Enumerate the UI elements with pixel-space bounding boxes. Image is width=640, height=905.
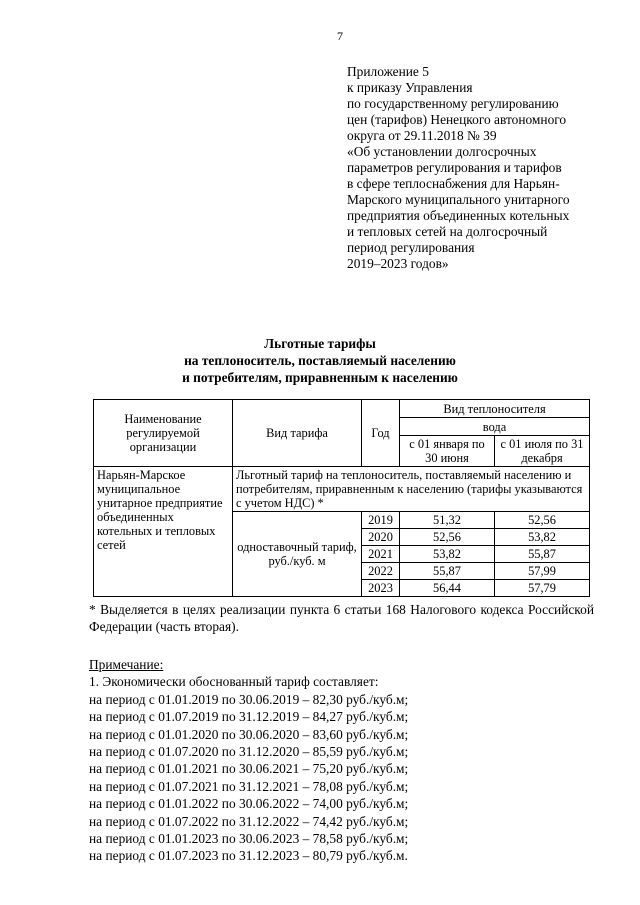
- tariff-name: одноставочный тариф, руб./куб. м: [233, 512, 362, 597]
- appendix-line: в сфере теплоснабжения для Нарьян-: [347, 176, 560, 191]
- document-title: [0, 335, 640, 386]
- header-tariff-type: Вид тарифа: [233, 400, 362, 467]
- appendix-line: цен (тарифов) Ненецкого автономного: [347, 112, 567, 127]
- appendix-line: Приложение 5: [347, 64, 429, 79]
- value-cell: 52,56: [495, 512, 590, 529]
- note-line: на период с 01.07.2021 по 31.12.2021 – 78,08 руб./куб.м;: [89, 778, 409, 794]
- value-cell: 51,32: [400, 512, 495, 529]
- note-line: на период с 01.07.2020 по 31.12.2020 – 85,59 руб./куб.м;: [89, 744, 409, 760]
- value-cell: 56,44: [400, 580, 495, 597]
- title-line: Льготные тарифы: [264, 336, 376, 351]
- year-cell: 2022: [362, 563, 400, 580]
- year-cell: 2019: [362, 512, 400, 529]
- note-line: на период с 01.07.2023 по 31.12.2023 – 80,79 руб./куб.м.: [89, 848, 408, 864]
- header-year: Год: [362, 400, 400, 467]
- appendix-line: и тепловых сетей на долгосрочный: [347, 224, 548, 239]
- appendix-line: 2019–2023 годов»: [347, 256, 449, 271]
- title-line: на теплоноситель, поставляемый населению: [184, 353, 456, 368]
- value-cell: 53,82: [495, 529, 590, 546]
- value-cell: 57,99: [495, 563, 590, 580]
- year-cell: 2020: [362, 529, 400, 546]
- note-line: на период с 01.07.2022 по 31.12.2022 – 74,42 руб./куб.м;: [89, 813, 409, 829]
- appendix-line: по государственному регулированию: [347, 96, 559, 111]
- header-period-1: с 01 января по 30 июня: [400, 436, 495, 467]
- header-heat-carrier: Вид теплоносителя: [400, 400, 590, 418]
- note-line: на период с 01.01.2023 по 30.06.2023 – 78,58 руб./куб.м;: [89, 831, 409, 847]
- note-line: на период с 01.01.2020 по 30.06.2020 – 83,60 руб./куб.м;: [89, 726, 409, 742]
- footnote: * Выделяется в целях реализации пункта 6 статьи 168 Налогового кодекса Российской Федерации (часть вторая).: [89, 602, 594, 634]
- year-cell: 2021: [362, 546, 400, 563]
- appendix-line: «Об установлении долгосрочных: [347, 144, 537, 159]
- notes-section: [89, 656, 594, 865]
- header-period-2: с 01 июля по 31 декабря: [495, 436, 590, 467]
- value-cell: 52,56: [400, 529, 495, 546]
- value-cell: 57,79: [495, 580, 590, 597]
- appendix-line: период регулирования: [347, 240, 475, 255]
- note-line: на период с 01.01.2019 по 30.06.2019 – 82,30 руб./куб.м;: [89, 691, 409, 707]
- notes-heading: Примечание:: [89, 657, 164, 672]
- tariff-table: [93, 399, 590, 597]
- appendix-header: [347, 64, 597, 272]
- appendix-line: предприятия объединенных котельных: [347, 208, 570, 223]
- year-cell: 2023: [362, 580, 400, 597]
- title-line: и потребителям, приравненным к населению: [182, 370, 458, 385]
- note-line: на период с 01.01.2021 по 30.06.2021 – 75,20 руб./куб.м;: [89, 761, 409, 777]
- appendix-line: к приказу Управления: [347, 80, 473, 95]
- appendix-line: округа от 29.11.2018 № 39: [347, 128, 497, 143]
- notes-intro: 1. Экономически обоснованный тариф составляет:: [89, 674, 379, 690]
- appendix-line: параметров регулирования и тарифов: [347, 160, 562, 175]
- value-cell: 55,87: [495, 546, 590, 563]
- section-label: Льготный тариф на теплоноситель, поставляемый населению и потребителям, приравненным к населению (тарифы указываются с учетом НДС) *: [233, 467, 590, 512]
- page-number: 7: [337, 29, 343, 43]
- note-line: на период с 01.07.2019 по 31.12.2019 – 84,27 руб./куб.м;: [89, 709, 409, 725]
- appendix-line: Марского муниципального унитарного: [347, 192, 570, 207]
- header-water: вода: [400, 418, 590, 436]
- value-cell: 55,87: [400, 563, 495, 580]
- note-line: на период с 01.01.2022 по 30.06.2022 – 74,00 руб./куб.м;: [89, 796, 409, 812]
- value-cell: 53,82: [400, 546, 495, 563]
- header-org: Наименование регулируемой организации: [94, 400, 233, 467]
- organization-cell: Нарьян-Марское муниципальное унитарное предприятие объединенных котельных и тепловых сетей: [94, 467, 233, 597]
